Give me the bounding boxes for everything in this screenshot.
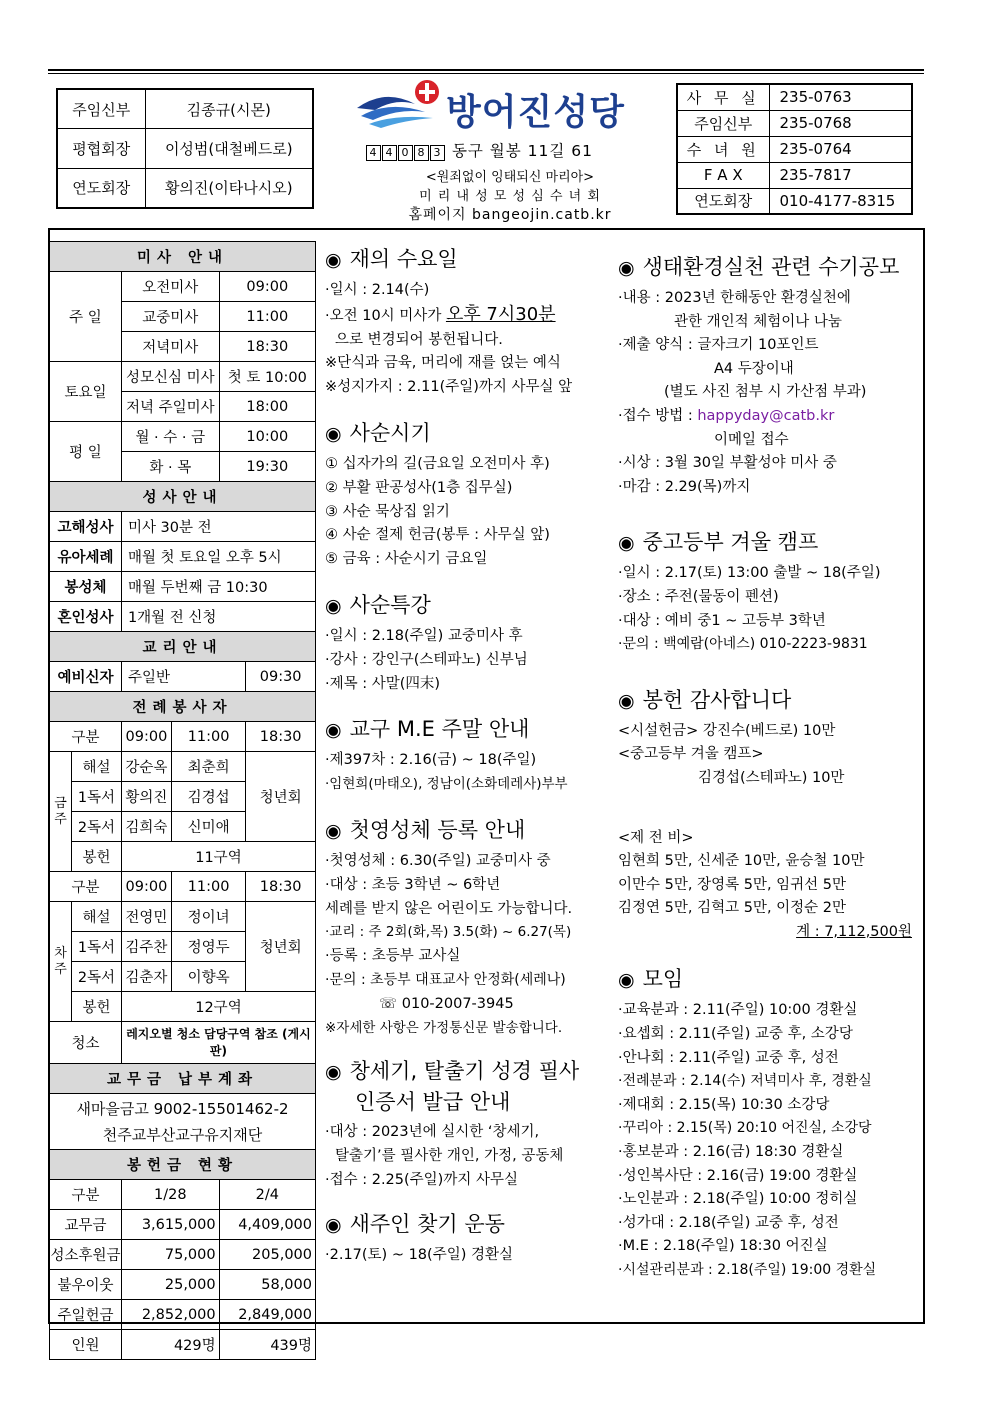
top-rule — [48, 69, 924, 74]
offering-section-title: 봉헌금 현황 — [50, 1150, 316, 1180]
middle-column: ◉ 재의 수요일 ·일시 : 2.14(수) ·오전 10시 미사가 오후 7시30분 으로 변경되어 봉헌됩니다. ※단식과 금육, 머리에 재를 얹는 예식 ※성지가지 : 2.11(주일)까지 사무실 앞 ◉ 사순시기 ① 십자가의 길(금요일 오전미사 후) ② 부활 판공성사(1층 집무실) ③ 사순 묵상집 읽기 ④ 사순 절제 헌금(봉투 : 사무실 앞) ⑤ 금육 : 사순시기 금요일 ◉ 사순특강 ·일시 : 2.18(주일) 교중미사 후 ·강사 : 강인구(스테파노) 신부님 ·제목 : 사말(四末) ◉ 교구 M.E 주말 안내 ·제397차 : 2.16(금) ~ 18(주일) ·임현희(마태오), 정남이(소화데레사)부부 ◉ 첫영성체 등록 안내 ·첫영성체 : 6.30(주일) 교중미사 중 ·대상 : 초등 3학년 ~ 6학년 세례를 받지 않은 어린이도 가능합니다. ·교리 : 주 2회(화,목) 3.5(화) ~ 6.27(목) ·등록 : 초등부 교사실 ·문의 : 초등부 대표교사 안정화(세레나) ☏ 010-2007-3945 ※자세한 사항은 가정통신문 발송합니다. ◉ 창세기, 탈출기 성경 필사 인증서 발급 안내 ·대상 : 2023년에 실시한 ‘창세기, 탈출기’를 필사한 개인, 가정, 공동체 ·접수 : 2.25(주일)까지 사무실 ◉ 새주인 찾기 운동 ·2.17(토) ~ 18(주일) 경환실 — [325, 244, 615, 1268]
section-heading: ◉ 재의 수요일 — [325, 247, 458, 271]
church-title: 방어진성당 — [446, 92, 625, 133]
info-value: 김종규(시몬) — [145, 89, 313, 129]
section-heading: ◉ 교구 M.E 주말 안내 — [325, 717, 530, 742]
church-logo-icon — [355, 78, 445, 130]
doctrine-section-title: 교리안내 — [50, 632, 316, 662]
section-heading: ◉ 첫영성체 등록 안내 — [325, 817, 526, 842]
section-heading: ◉ 생태환경실천 관련 수기공모 — [618, 255, 900, 279]
info-value: 이성범(대철베드로) — [145, 129, 313, 169]
info-label: 평협회장 — [57, 129, 145, 169]
motto: <원죄없이 잉태되신 마리아> 미 리 내 성 모 성 심 수 녀 회 홈페이지 bangeojin.catb.kr — [408, 170, 612, 223]
section-heading: ◉ 모임 — [618, 967, 684, 992]
section-heading: ◉ 사순시기 — [325, 420, 431, 445]
servers-section-title: 전례봉사자 — [50, 692, 316, 722]
info-label: 주임신부 — [57, 89, 145, 129]
info-label: 연도회장 — [57, 168, 145, 208]
pastor-info-table — [56, 88, 314, 209]
sacrament-section-title: 성사안내 — [50, 482, 316, 512]
section-heading: ◉ 봉헌 감사합니다 — [618, 687, 792, 712]
left-info-table: 미사 안내 주 일 오전미사 09:00 교중미사 11:00 저녁미사 18:30 토요일 성모신심 미사 첫 토 10:00 저녁 주일미사 18:00 평 일 월 · 수 · 금 10:00 화 · 목 19:30 성사안내 고해성사 미사 30분 전 유아세례 매월 첫 토요일 오후 5시 봉성체 매월 두번째 금 10:30 혼인성사 1개월 전 신청 교리안내 예비신자 주일반 09:30 전례봉사자 구분 09:00 11:00 18:30 금 주 해설 강순옥 최춘희 청년회 1독서 황의진 김경섭 2독서 김희숙 신미애 봉헌 11구역 구분 09:00 11:00 18:30 차 주 해설 전영민 정이녀 청년회 1독서 김주찬 정영두 2독서 김춘자 이향옥 봉헌 12구역 청소 레지오별 청소 담당구역 참조 (게시판) 교무금 납부계좌 새마을금고 9002-15501462-2 천주교부산교구유지재단 봉헌금 현황 구분 1/28 2/4 교무금 3,615,000 4,409,000 성소후원금 75,000 205,000 불우이웃 25,000 58,000 주일헌금 2,852,000 2,849,000 인원 429명 439명 — [49, 241, 316, 1360]
account-section-title: 교무금 납부계좌 — [50, 1064, 316, 1094]
contact-table: 사 무 실 235-0763 주임신부 235-0768 수 녀 원 235-0764 F A X 235-7817 연도회장 010-4177-8315 — [676, 83, 913, 215]
mass-section-title: 미사 안내 — [50, 242, 316, 272]
section-heading: ◉ 중고등부 겨울 캠프 — [618, 530, 819, 555]
section-heading: ◉ 새주인 찾기 운동 — [325, 1211, 505, 1236]
info-value: 황의진(이타나시오) — [145, 168, 313, 208]
section-heading: ◉ 사순특강 — [325, 592, 431, 617]
right-column: ◉ 생태환경실천 관련 수기공모 ·내용 : 2023년 한해동안 환경실천에 관한 개인적 체험이나 나눔 ·제출 양식 : 글자크기 10포인트 A4 두장이내 (별도 사진 첨부 시 가산점 부과) ·접수 방법 : happyday@catb.kr 이메일 접수 ·시상 : 3월 30일 부활성야 미사 중 ·마감 : 2.29(목)까지 ◉ 중고등부 겨울 캠프 ·일시 : 2.17(토) 13:00 출발 ~ 18(주일) ·장소 : 주전(물동이 펜션) ·대상 : 예비 중1 ~ 고등부 3학년 ·문의 : 백예람(아네스) 010-2223-9831 ◉ 봉헌 감사합니다 <시설헌금> 강진수(베드로) 10만 <중고등부 겨울 캠프> 김경섭(스테파노) 10만 <제 전 비> 임현희 5만, 신세준 10만, 윤승철 10만 이만수 5만, 장영록 5만, 임귀선 5만 김정연 5만, 김혁고 5만, 이정순 2만 계 : 7,112,500원 ◉ 모임 ·교육분과 : 2.11(주일) 10:00 경환실 ·요셉회 : 2.11(주일) 교중 후, 소강당 ·안나회 : 2.11(주일) 교중 후, 성전 ·전례분과 : 2.14(수) 저녁미사 후, 경환실 ·제대회 : 2.15(목) 10:30 소강당 ·꾸리아 : 2.15(목) 20:10 어진실, 소강당 ·홍보분과 : 2.16(금) 18:30 경환실 ·성인복사단 : 2.16(금) 19:00 경환실 ·노인분과 : 2.18(주일) 10:00 정히실 ·성가대 : 2.18(주일) 교중 후, 성전 ·M.E : 2.18(주일) 18:30 어진실 ·시설관리분과 : 2.18(주일) 19:00 경환실 — [618, 252, 918, 1283]
section-heading: ◉ 창세기, 탈출기 성경 필사 — [325, 1059, 580, 1084]
address: 4 4 0 8 3 동구 월봉 11길 61 — [366, 139, 593, 161]
